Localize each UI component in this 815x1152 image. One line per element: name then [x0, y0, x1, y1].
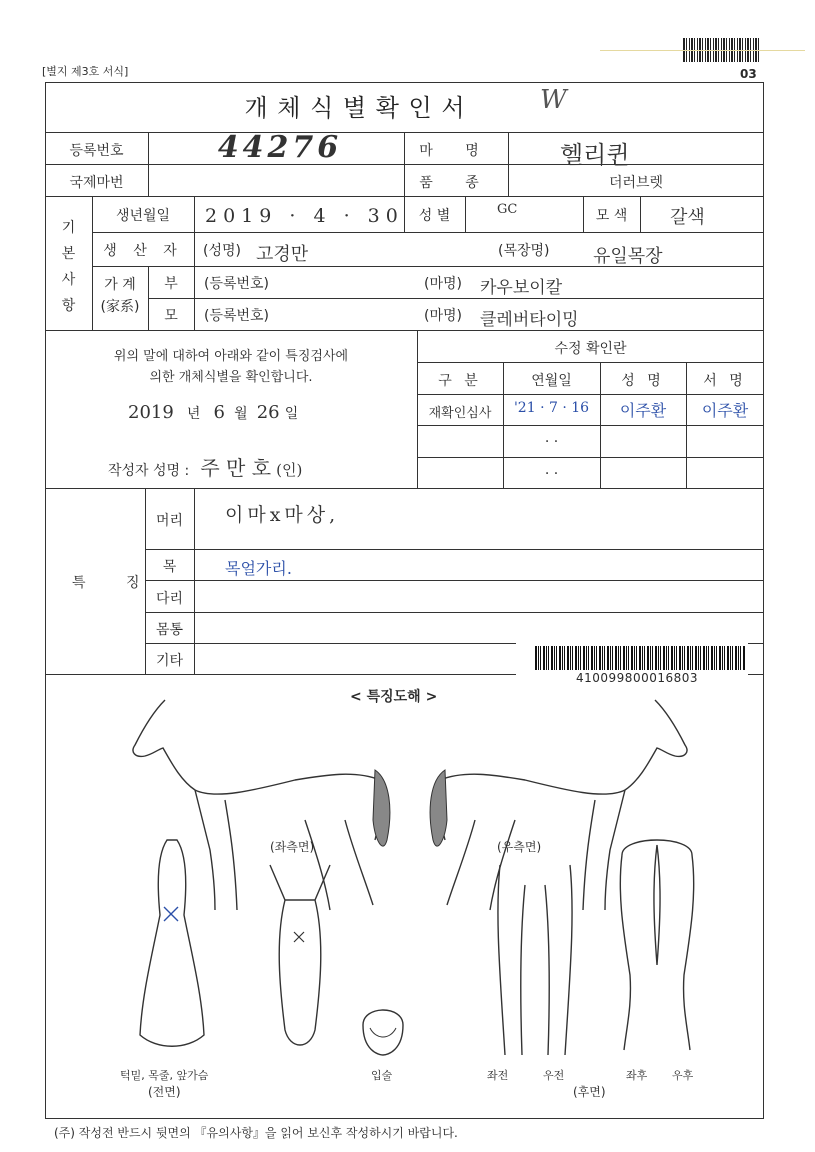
date-year: 2019	[128, 402, 174, 423]
statement-line-1: 위의 말에 대하여 아래와 같이 특징검사에	[113, 349, 349, 364]
birth-value: 2019 · 4 · 30	[205, 205, 404, 227]
divider	[417, 394, 764, 395]
horse-name-label: 마 명	[419, 143, 493, 159]
correction-header-type: 구 분	[438, 373, 482, 389]
breed-value: 더러브렛	[608, 175, 664, 191]
feature-neck-label: 목	[162, 559, 177, 575]
sire-name-value: 카우보이칼	[480, 278, 563, 298]
sex-label: 성 별	[418, 208, 451, 224]
correction-row-1-sign: 이주환	[701, 401, 749, 420]
dam-label: 모	[164, 308, 178, 324]
feature-legs-label: 다리	[155, 591, 184, 607]
breed-label: 품 종	[419, 175, 493, 191]
breeder-name-value: 고경만	[256, 244, 309, 265]
feature-other-label: 기타	[155, 653, 184, 669]
date-month: 6	[213, 402, 225, 423]
intl-no-label: 국제마번	[69, 175, 124, 191]
breeder-label: 생 산 자	[103, 243, 183, 259]
correction-row-1-name: 이주환	[619, 401, 667, 420]
top-rule	[600, 50, 805, 51]
title-check-mark: W	[540, 85, 567, 115]
feature-head-label: 머리	[155, 513, 184, 529]
dam-name-label: (마명)	[424, 308, 462, 324]
diagram-title: < 특징도해 >	[350, 689, 438, 705]
statement-line-2: 의한 개체식별을 확인합니다.	[149, 370, 313, 385]
barcode-number: 410099800016803	[576, 671, 699, 685]
document-title: 개 체 식 별 확 인 서	[244, 94, 466, 122]
divider	[465, 196, 466, 232]
horse-muzzle-diagram	[358, 1000, 408, 1060]
feature-body-label: 몸통	[155, 622, 184, 638]
farm-value: 유일목장	[593, 246, 663, 267]
basic-info-label: 기 본 사 항	[61, 220, 76, 314]
reg-no-value: 44276	[217, 130, 343, 165]
correction-row-1-type: 재확인심사	[428, 406, 492, 421]
sex-value: GC	[497, 202, 518, 217]
feature-head-value: 이마x마상,	[225, 504, 340, 526]
correction-header-date: 연월일	[531, 373, 572, 389]
date-month-unit: 월	[234, 406, 248, 422]
divider	[145, 612, 764, 613]
date-year-unit: 년	[186, 406, 201, 422]
breeder-name-label: (성명)	[203, 243, 241, 259]
barcode-bars	[535, 646, 745, 670]
author-row	[108, 452, 302, 481]
horse-front-view-diagram	[132, 835, 212, 1060]
divider	[148, 298, 764, 299]
divider	[45, 330, 764, 331]
divider	[92, 232, 764, 233]
hind-left-label: 좌후	[626, 1069, 648, 1082]
divider	[640, 196, 641, 232]
color-label: 모 색	[595, 208, 628, 224]
reg-no-label: 등록번호	[69, 143, 124, 159]
confirmation-date	[128, 402, 298, 423]
correction-row-2-date: · ·	[544, 434, 559, 450]
pedigree-label: 가 계 (家系)	[100, 277, 140, 315]
page-number: 03	[740, 67, 757, 81]
divider	[417, 457, 764, 458]
front-right-label: 우전	[543, 1069, 565, 1082]
front-parts-label: 턱밑, 목줄, 앞가슴	[120, 1069, 209, 1082]
correction-header-name: 성 명	[621, 373, 665, 389]
author-value: 주 만 호	[200, 456, 272, 480]
horse-head-front-diagram	[260, 860, 340, 1060]
divider	[92, 266, 764, 267]
correction-title: 수정 확인란	[554, 341, 627, 357]
front-label: (전면)	[148, 1085, 181, 1099]
date-day: 26	[256, 402, 280, 423]
divider	[45, 488, 764, 489]
dam-reg-label: (등록번호)	[204, 308, 270, 324]
left-side-label: (좌측면)	[270, 840, 315, 854]
divider	[194, 196, 195, 330]
divider	[148, 132, 149, 196]
features-label: 특 징	[72, 575, 158, 591]
dam-name-value: 클레버타이밍	[480, 310, 579, 330]
feature-neck-value: 목얼가리.	[225, 559, 292, 578]
divider	[145, 549, 764, 550]
hind-right-label: 우후	[672, 1069, 694, 1082]
correction-row-3-date: · ·	[544, 466, 559, 482]
correction-row-1-date: '21 · 7 · 16	[513, 400, 590, 416]
right-side-label: (우측면)	[497, 840, 542, 854]
birth-label: 생년월일	[115, 208, 171, 224]
front-left-label: 좌전	[487, 1069, 509, 1082]
divider	[145, 580, 764, 581]
footer-note: (주) 작성전 반드시 뒷면의 『유의사항』을 읽어 보신후 작성하시기 바랍니다.	[54, 1126, 458, 1140]
divider	[417, 425, 764, 426]
author-label: 작성자 성명 :	[108, 463, 190, 479]
color-value: 갈색	[670, 207, 705, 228]
horse-rear-view-diagram	[612, 825, 702, 1055]
correction-header-sign: 서 명	[703, 373, 747, 389]
sire-name-label: (마명)	[424, 276, 462, 292]
form-label: [별지 제3호 서식]	[42, 65, 129, 78]
sire-label: 부	[164, 276, 178, 292]
farm-label: (목장명)	[498, 243, 550, 259]
muzzle-label: 입술	[371, 1069, 393, 1082]
sire-reg-label: (등록번호)	[204, 276, 270, 292]
date-day-unit: 일	[284, 406, 299, 422]
horse-forelegs-diagram	[490, 855, 580, 1065]
seal-label: (인)	[276, 461, 303, 479]
horse-name-value: 헬리퀸	[560, 141, 630, 169]
divider	[417, 362, 764, 363]
rear-label: (후면)	[573, 1085, 606, 1099]
divider	[194, 488, 195, 674]
